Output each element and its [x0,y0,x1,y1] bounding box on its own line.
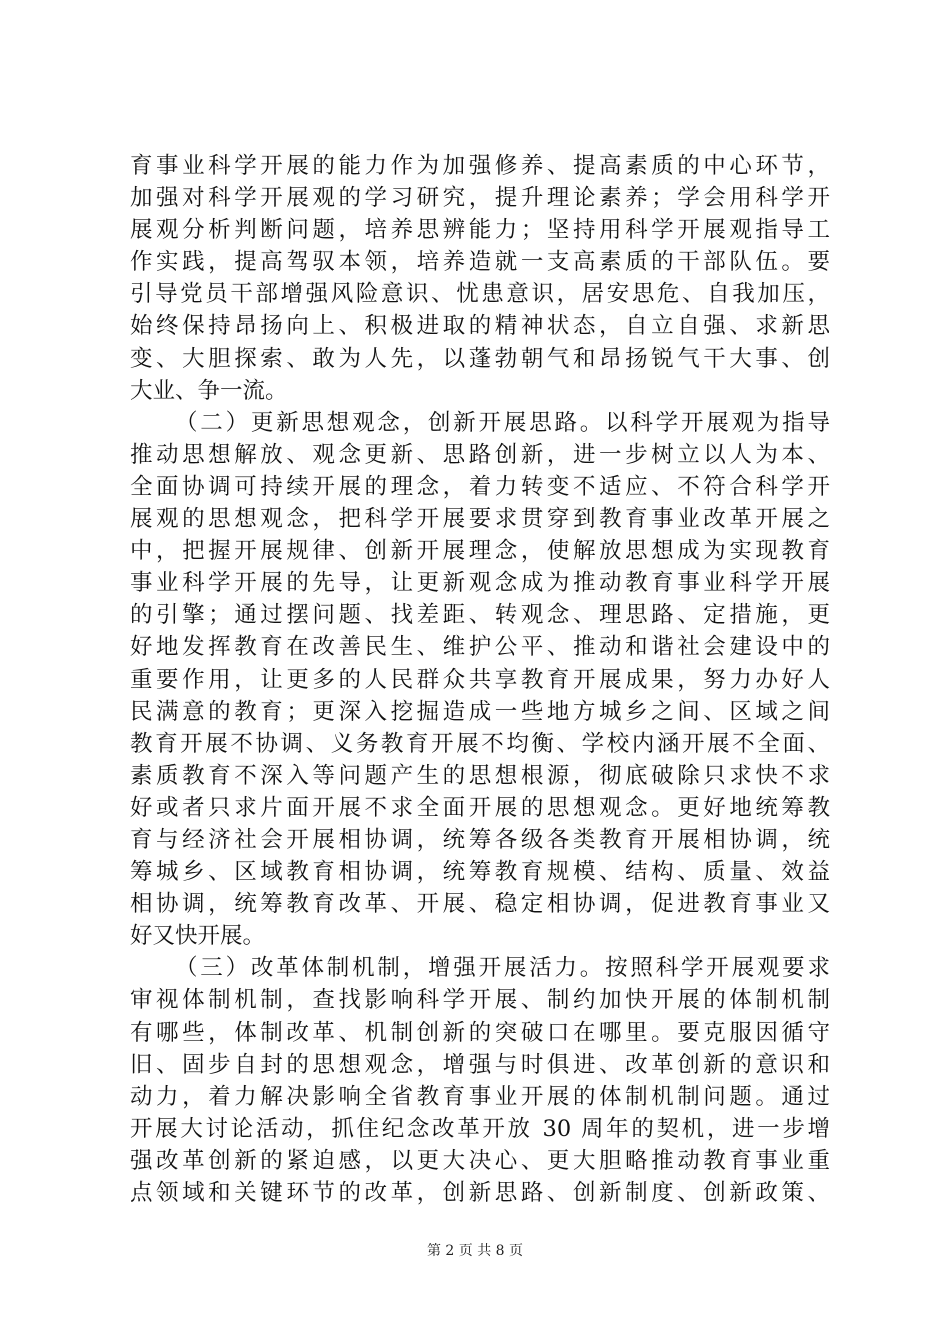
text-line: 审视体制机制，查找影响科学开展、制约加快开展的体制机制 [130,987,830,1014]
body-text [130,150,830,1209]
text-line: 相协调，统筹教育改革、开展、稳定相协调，促进教育事业又 [130,891,830,918]
text-line: 展观的思想观念，把科学开展要求贯穿到教育事业改革开展之 [130,506,830,533]
text-line: 强改革创新的紧迫感，以更大决心、更大胆略推动教育事业重 [130,1147,830,1174]
text-line: 事业科学开展的先导，让更新观念成为推动教育事业科学开展 [130,570,830,597]
text-line: 旧、固步自封的思想观念，增强与时俱进、改革创新的意识和 [130,1051,830,1078]
text-line: 中，把握开展规律、创新开展理念，使解放思想成为实现教育 [130,538,830,565]
text-line: 育事业科学开展的能力作为加强修养、提高素质的中心环节， [130,153,830,179]
text-line: 变、大胆探索、敢为人先，以蓬勃朝气和昂扬锐气干大事、创 [130,345,830,372]
text-line: 始终保持昂扬向上、积极进取的精神状态，自立自强、求新思 [130,313,830,340]
text-line: 推动思想解放、观念更新、思路创新，进一步树立以人为本、 [130,441,830,468]
text-line: 展观分析判断问题，培养思辨能力；坚持用科学开展观指导工 [130,217,830,244]
text-line: 有哪些，体制改革、机制创新的突破口在哪里。要克服因循守 [130,1019,830,1046]
text-line: 加强对科学开展观的学习研究，提升理论素养；学会用科学开 [130,185,830,212]
text-line: 动力，着力解决影响全省教育事业开展的体制机制问题。通过 [130,1083,830,1110]
text-line: 开展大讨论活动，抓住纪念改革开放 30 周年的契机，进一步增 [130,1115,830,1142]
text-line: 引导党员干部增强风险意识、忧患意识，居安思危、自我加压， [130,281,830,308]
text-line: 的引擎；通过摆问题、找差距、转观念、理思路、定措施，更 [130,602,830,629]
text-line: 素质教育不深入等问题产生的思想根源，彻底破除只求快不求 [130,762,830,789]
text-line: 大业、争一流。 [130,377,288,404]
section-heading-line: （二）更新思想观念，创新开展思路。以科学开展观为指导 [175,409,830,436]
text-line: 好又快开展。 [130,923,266,950]
section-heading-line: （三）改革体制机制，增强开展活力。按照科学开展观要求 [175,955,830,982]
text-line: 作实践，提高驾驭本领，培养造就一支高素质的干部队伍。要 [130,249,830,276]
text-line: 育与经济社会开展相协调，统筹各级各类教育开展相协调，统 [130,826,830,853]
text-line: 好地发挥教育在改善民生、维护公平、推动和谐社会建设中的 [130,634,830,661]
text-line: 全面协调可持续开展的理念，着力转变不适应、不符合科学开 [130,473,830,500]
text-line: 筹城乡、区域教育相协调，统筹教育规模、结构、质量、效益 [130,859,830,886]
text-line: 重要作用，让更多的人民群众共享教育开展成果，努力办好人 [130,666,830,693]
page-number: 第 2 页 共 8 页 [426,1243,524,1259]
text-line: 好或者只求片面开展不求全面开展的思想观念。更好地统筹教 [130,794,830,821]
text-line: 教育开展不协调、义务教育开展不均衡、学校内涵开展不全面、 [130,730,830,757]
text-line: 点领域和关键环节的改革，创新思路、创新制度、创新政策、 [130,1180,830,1206]
text-line: 民满意的教育；更深入挖掘造成一些地方城乡之间、区域之间 [130,698,830,725]
